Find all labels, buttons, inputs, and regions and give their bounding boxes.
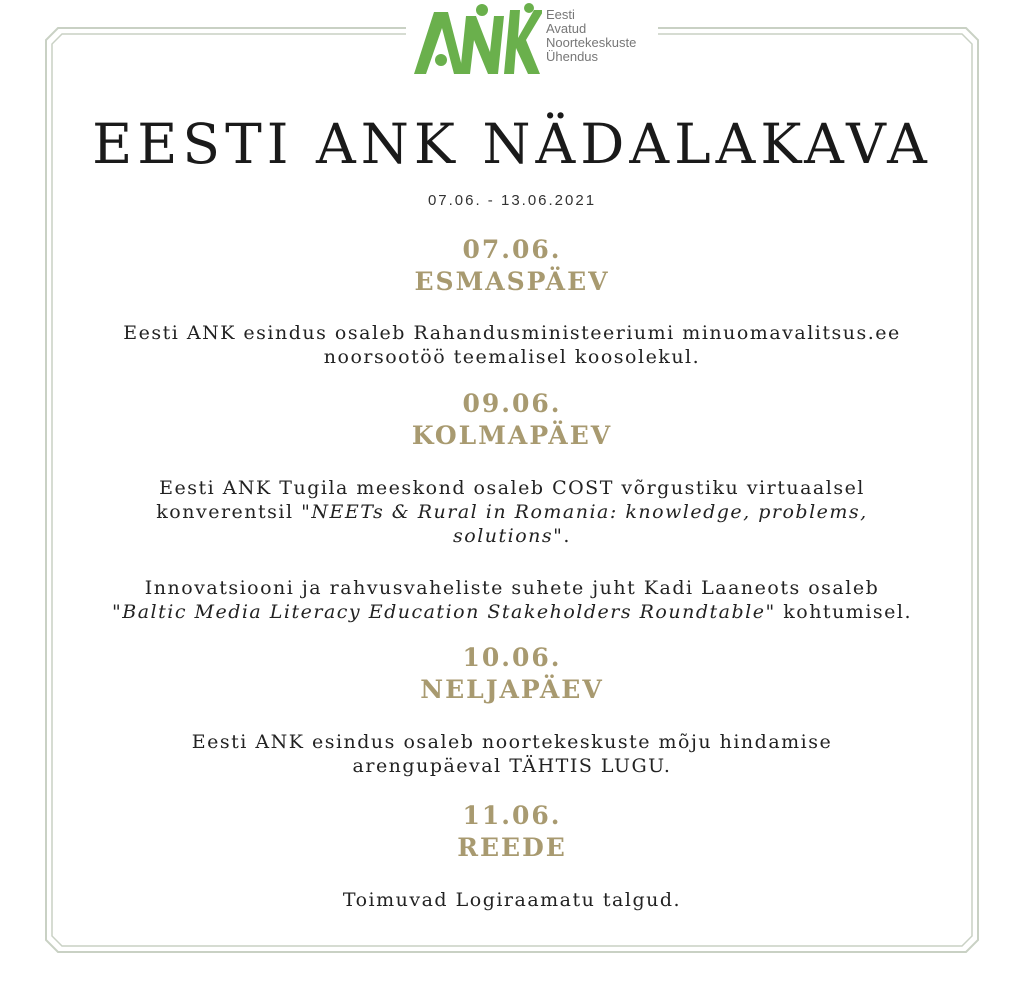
event-title-italic: "NEETs & Rural in Romania: knowledge, problems, xyxy=(301,501,868,523)
event-title-italic: solutions" xyxy=(453,525,564,547)
event-line: Toimuvad Logiraamatu talgud. xyxy=(342,889,682,911)
day-date: 09.06. xyxy=(462,389,562,418)
event-text xyxy=(90,321,934,369)
event-line: Eesti ANK esindus osaleb Rahandusministeeriumi minuomavalitsus.ee xyxy=(123,322,901,344)
event-text-part: " xyxy=(111,601,123,623)
event-text-part: . xyxy=(563,525,571,547)
day-heading-4 xyxy=(0,800,1024,864)
event-line: arengupäeval TÄHTIS LUGU. xyxy=(352,755,672,777)
event-title-italic: Baltic Media Literacy Education Stakeholders Roundtable xyxy=(122,601,766,623)
day-heading-3 xyxy=(0,642,1024,706)
event-line: Eesti ANK Tugila meeskond osaleb COST võrgustiku virtuaalsel xyxy=(159,477,865,499)
day-weekday: REEDE xyxy=(457,833,567,862)
event-line xyxy=(90,524,934,548)
event-text xyxy=(90,888,934,912)
event-text xyxy=(90,576,934,624)
event-text xyxy=(90,730,934,778)
event-line: Innovatsiooni ja rahvusvaheliste suhete juht Kadi Laaneots osaleb xyxy=(144,577,880,599)
day-date: 11.06. xyxy=(462,801,562,830)
date-range: 07.06. - 13.06.2021 xyxy=(427,192,597,209)
logo xyxy=(406,0,658,84)
ank-logo-icon xyxy=(412,2,542,78)
logo-line-2: Avatud xyxy=(546,21,587,36)
day-weekday: NELJAPÄEV xyxy=(420,675,604,704)
day-date: 10.06. xyxy=(462,643,562,672)
page-title: EESTI ANK NÄDALAKAVA xyxy=(92,112,932,176)
event-text-part: " kohtumisel. xyxy=(765,601,913,623)
logo-line-1: Eesti xyxy=(546,7,575,22)
logo-line-4: Ühendus xyxy=(546,49,599,64)
day-weekday: KOLMAPÄEV xyxy=(411,421,613,450)
event-line xyxy=(90,600,934,624)
event-line: noorsootöö teemalisel koosolekul. xyxy=(323,346,701,368)
event-text-part: konverentsil xyxy=(156,501,302,523)
event-text xyxy=(90,476,934,548)
event-line xyxy=(90,500,934,524)
day-heading-1 xyxy=(0,234,1024,298)
logo-line-3: Noortekeskuste xyxy=(546,35,637,50)
day-weekday: ESMASPÄEV xyxy=(414,267,610,296)
day-heading-2 xyxy=(0,388,1024,452)
day-date: 07.06. xyxy=(462,235,562,264)
event-line: Eesti ANK esindus osaleb noortekeskuste mõju hindamise xyxy=(191,731,833,753)
